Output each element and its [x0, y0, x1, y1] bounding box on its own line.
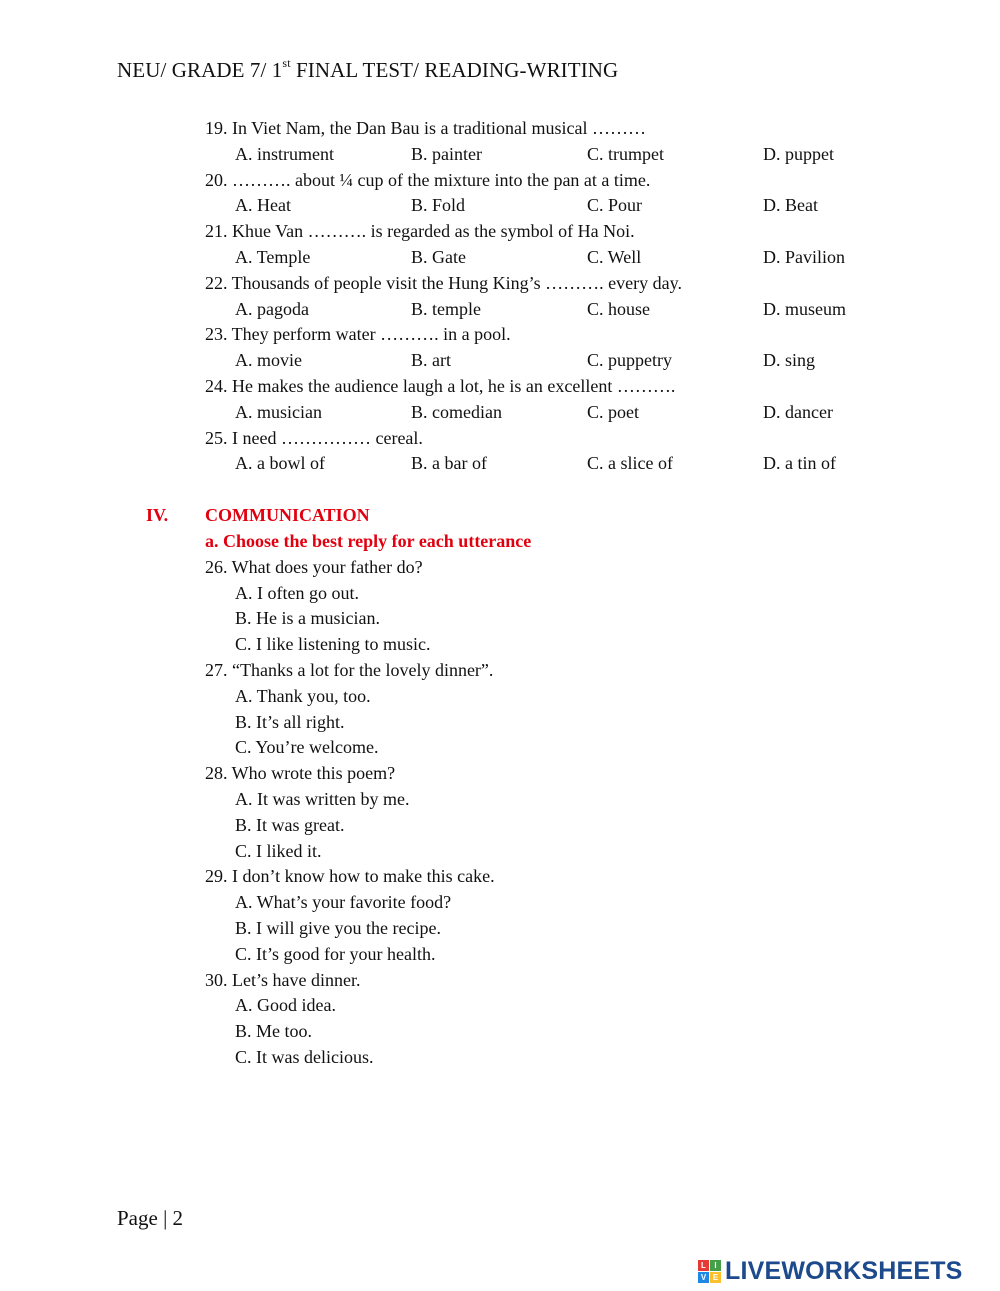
- section-spacer: [205, 477, 905, 503]
- option-c[interactable]: C. trumpet: [587, 143, 664, 164]
- liveworksheets-brand: [698, 1257, 963, 1286]
- question-text: 26. What does your father do?: [205, 556, 423, 577]
- option-c[interactable]: C. a slice of: [587, 453, 673, 474]
- option-d[interactable]: D. Pavilion: [763, 246, 846, 267]
- option-b[interactable]: B. temple: [411, 298, 481, 319]
- header-prefix: NEU/ GRADE 7/ 1: [117, 58, 283, 82]
- question-text: 23. They perform water ………. in a pool.: [205, 324, 511, 345]
- option-a[interactable]: A. I often go out.: [235, 582, 359, 603]
- option-a[interactable]: A. movie: [235, 350, 302, 371]
- page-header: [117, 58, 618, 83]
- option-b[interactable]: B. Gate: [411, 246, 466, 267]
- option-a[interactable]: A. Good idea.: [235, 995, 336, 1016]
- option-a[interactable]: A. a bowl of: [235, 453, 325, 474]
- option-d[interactable]: D. puppet: [763, 143, 834, 164]
- option-b[interactable]: B. art: [411, 350, 451, 371]
- question-text: 25. I need …………… cereal.: [205, 427, 423, 448]
- mcq-question-22: [205, 271, 905, 323]
- question-text: 29. I don’t know how to make this cake.: [205, 866, 495, 887]
- option-b[interactable]: B. comedian: [411, 401, 502, 422]
- mcq-question-21: [205, 219, 905, 271]
- question-text: 22. Thousands of people visit the Hung King’s ………. every day.: [205, 272, 682, 293]
- answer-options: [205, 297, 905, 323]
- option-b[interactable]: B. It was great.: [235, 814, 345, 835]
- question-text: 20. ………. about ¼ cup of the mixture into the pan at a time.: [205, 169, 651, 190]
- option-b[interactable]: B. I will give you the recipe.: [235, 917, 441, 938]
- answer-options: [205, 400, 905, 426]
- option-c[interactable]: C. puppetry: [587, 350, 672, 371]
- answer-options: [205, 193, 905, 219]
- answer-options: [205, 245, 905, 271]
- option-b[interactable]: B. Fold: [411, 195, 466, 216]
- option-a[interactable]: A. Thank you, too.: [235, 685, 371, 706]
- question-text: 30. Let’s have dinner.: [205, 969, 361, 990]
- option-a[interactable]: A. Heat: [235, 195, 291, 216]
- option-c[interactable]: C. It was delicious.: [235, 1046, 374, 1067]
- reply-question-30: [205, 968, 905, 1071]
- mcq-question-20: [205, 168, 905, 220]
- option-d[interactable]: D. museum: [763, 298, 846, 319]
- option-a[interactable]: A. Temple: [235, 246, 311, 267]
- option-b[interactable]: B. He is a musician.: [235, 608, 380, 629]
- section-instruction: a. Choose the best reply for each utterance: [205, 530, 532, 551]
- option-d[interactable]: D. Beat: [763, 195, 818, 216]
- header-suffix: FINAL TEST/ READING-WRITING: [290, 58, 619, 82]
- question-text: 21. Khue Van ………. is regarded as the symbol of Ha Noi.: [205, 221, 635, 242]
- section-number: IV.: [146, 505, 169, 526]
- mcq-question-24: [205, 374, 905, 426]
- answer-options: [205, 348, 905, 374]
- option-a[interactable]: A. pagoda: [235, 298, 309, 319]
- page-number: Page | 2: [117, 1206, 184, 1230]
- option-c[interactable]: C. I liked it.: [235, 840, 322, 861]
- option-c[interactable]: C. I like listening to music.: [235, 634, 431, 655]
- brand-name: LIVEWORKSHEETS: [725, 1257, 963, 1285]
- option-b[interactable]: B. Me too.: [235, 1021, 313, 1042]
- test-content: [146, 116, 905, 1071]
- option-c[interactable]: C. Well: [587, 246, 642, 267]
- reply-question-29: [205, 864, 905, 967]
- option-c[interactable]: C. You’re welcome.: [235, 737, 379, 758]
- section-heading: [146, 503, 905, 529]
- question-text: 28. Who wrote this poem?: [205, 763, 396, 784]
- option-d[interactable]: D. dancer: [763, 401, 833, 422]
- answer-options: [205, 142, 905, 168]
- option-a[interactable]: A. What’s your favorite food?: [235, 892, 452, 913]
- reply-question-28: [205, 761, 905, 864]
- option-d[interactable]: D. sing: [763, 350, 816, 371]
- option-b[interactable]: B. painter: [411, 143, 482, 164]
- option-c[interactable]: C. house: [587, 298, 650, 319]
- mcq-question-25: [205, 426, 905, 478]
- option-b[interactable]: B. It’s all right.: [235, 711, 345, 732]
- header-superscript: st: [282, 56, 291, 70]
- mcq-question-19: [205, 116, 905, 168]
- reply-question-26: [205, 555, 905, 658]
- answer-options: [205, 451, 905, 477]
- question-text: 24. He makes the audience laugh a lot, he is an excellent ……….: [205, 375, 676, 396]
- option-c[interactable]: C. poet: [587, 401, 639, 422]
- section-title: COMMUNICATION: [205, 505, 370, 526]
- option-c[interactable]: C. Pour: [587, 195, 643, 216]
- logo-letter-i: I: [710, 1260, 721, 1271]
- option-c[interactable]: C. It’s good for your health.: [235, 943, 436, 964]
- liveworksheets-logo-icon: [698, 1260, 721, 1283]
- question-text: 27. “Thanks a lot for the lovely dinner”.: [205, 659, 494, 680]
- logo-letter-l: L: [698, 1260, 709, 1271]
- option-d[interactable]: D. a tin of: [763, 453, 836, 474]
- question-text: 19. In Viet Nam, the Dan Bau is a traditional musical ………: [205, 118, 646, 138]
- reply-question-27: [205, 658, 905, 761]
- option-a[interactable]: A. It was written by me.: [235, 788, 410, 809]
- option-a[interactable]: A. instrument: [235, 143, 334, 164]
- logo-letter-e: E: [710, 1272, 721, 1283]
- logo-letter-v: V: [698, 1272, 709, 1283]
- option-b[interactable]: B. a bar of: [411, 453, 487, 474]
- mcq-question-23: [205, 322, 905, 374]
- option-a[interactable]: A. musician: [235, 401, 322, 422]
